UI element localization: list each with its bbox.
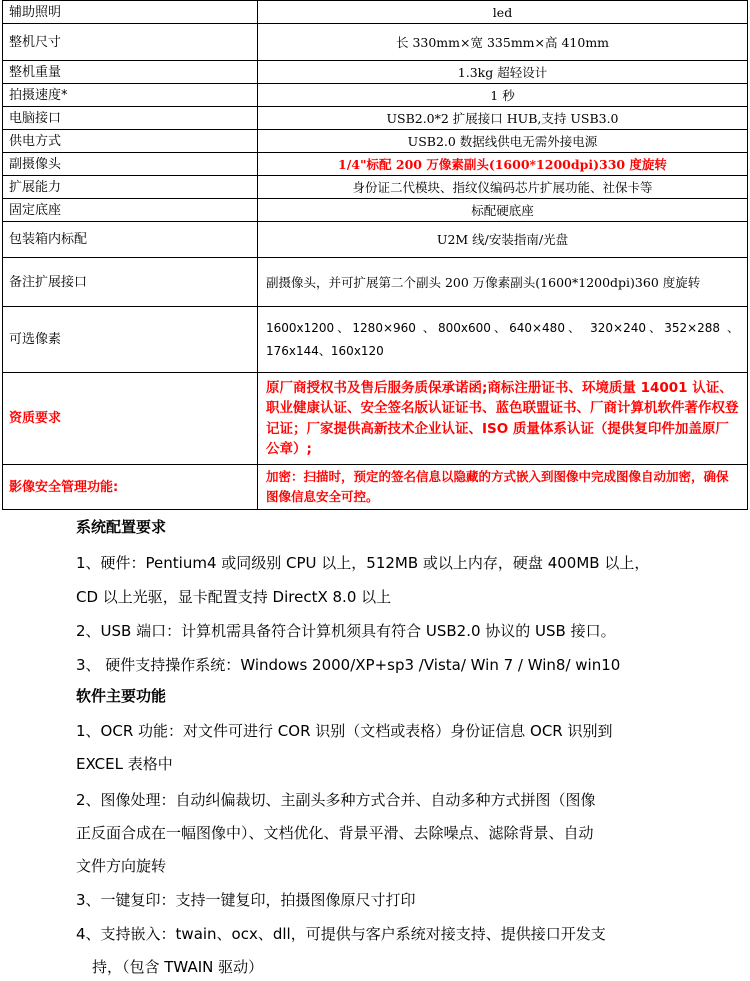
- spec-value-highlight: 1/4"标配 200 万像素副头(1600*1200dpi)330 度旋转: [258, 153, 748, 176]
- spec-label: 固定底座: [3, 199, 258, 222]
- system-config-item: 2、USB 端口：计算机需具备符合计算机须具有符合 USB2.0 协议的 USB 接口。: [76, 622, 616, 640]
- spec-label-highlight: 影像安全管理功能:: [3, 465, 258, 510]
- spec-value: 1 秒: [258, 84, 748, 107]
- software-function-item: 4、支持嵌入：twain、ocx、dll，可提供与客户系统对接支持、提供接口开发支: [76, 925, 606, 943]
- software-function-item: 3、一键复印：支持一键复印，拍摄图像原尺寸打印: [76, 891, 416, 909]
- spec-value: 长 330mm×宽 335mm×高 410mm: [258, 24, 748, 61]
- spec-label-highlight: 资质要求: [3, 373, 258, 465]
- spec-table: [2, 0, 748, 510]
- spec-value: USB2.0*2 扩展接口 HUB,支持 USB3.0: [258, 107, 748, 130]
- spec-value-highlight: 原厂商授权书及售后服务质保承诺函;商标注册证书、环境质量 14001 认证、职业健康认证、安全签名版认证证书、蓝色联盟证书、厂商计算机软件著作权登记证；厂家提供高新技术企业认证、ISO 质量体系认证（提供复印件加盖原厂公章）;: [258, 373, 748, 465]
- spec-value: 副摄像头，并可扩展第二个副头 200 万像素副头(1600*1200dpi)360 度旋转: [258, 258, 748, 307]
- software-function-item: 1、OCR 功能：对文件可进行 COR 识别（文档或表格）身份证信息 OCR 识别到: [76, 722, 613, 740]
- software-function-item: EXCEL 表格中: [76, 755, 173, 773]
- spec-row: [3, 258, 748, 307]
- software-functions-heading: 软件主要功能: [76, 687, 167, 705]
- spec-row: [3, 373, 748, 465]
- software-function-item: 持，（包含 TWAIN 驱动）: [92, 958, 264, 976]
- spec-label: 扩展能力: [3, 176, 258, 199]
- spec-row: [3, 222, 748, 258]
- spec-label: 副摄像头: [3, 153, 258, 176]
- spec-value: 1.3kg 超轻设计: [258, 61, 748, 84]
- spec-row: [3, 24, 748, 61]
- spec-row: [3, 465, 748, 510]
- spec-label: 整机重量: [3, 61, 258, 84]
- spec-label: 供电方式: [3, 130, 258, 153]
- spec-label: 辅助照明: [3, 1, 258, 24]
- spec-label: 备注扩展接口: [3, 258, 258, 307]
- spec-row: [3, 84, 748, 107]
- spec-row: [3, 176, 748, 199]
- spec-value: USB2.0 数据线供电无需外接电源: [258, 130, 748, 153]
- spec-row: [3, 199, 748, 222]
- system-config-item: 3、 硬件支持操作系统：Windows 2000/XP+sp3 /Vista/ Win 7 / Win8/ win10: [76, 656, 621, 674]
- spec-value-highlight: 加密：扫描时，预定的签名信息以隐藏的方式嵌入到图像中完成图像自动加密，确保图像信息安全可控。: [258, 465, 748, 510]
- spec-label: 拍摄速度*: [3, 84, 258, 107]
- spec-value: 标配硬底座: [258, 199, 748, 222]
- spec-row: [3, 1, 748, 24]
- spec-value: 1600x1200、1280×960 、800x600、640×480、 320×240、352×288 、176x144、160x120: [258, 307, 748, 373]
- spec-label: 电脑接口: [3, 107, 258, 130]
- spec-row: [3, 130, 748, 153]
- spec-label: 整机尺寸: [3, 24, 258, 61]
- spec-value: led: [258, 1, 748, 24]
- spec-row: [3, 307, 748, 373]
- spec-value: U2M 线/安装指南/光盘: [258, 222, 748, 258]
- spec-row: [3, 107, 748, 130]
- spec-label: 包装箱内标配: [3, 222, 258, 258]
- spec-value: 身份证二代模块、指纹仪编码芯片扩展功能、社保卡等: [258, 176, 748, 199]
- spec-row: [3, 153, 748, 176]
- system-config-item: 1、硬件：Pentium4 或同级别 CPU 以上，512MB 或以上内存，硬盘 400MB 以上，: [76, 554, 650, 572]
- system-config-heading: 系统配置要求: [76, 518, 167, 536]
- software-function-item: 正反面合成在一幅图像中）、文档优化、背景平滑、去除噪点、滤除背景、自动: [76, 824, 594, 842]
- software-function-item: 文件方向旋转: [76, 857, 167, 875]
- system-config-item: CD 以上光驱，显卡配置支持 DirectX 8.0 以上: [76, 588, 392, 606]
- spec-label: 可选像素: [3, 307, 258, 373]
- software-function-item: 2、图像处理：自动纠偏裁切、主副头多种方式合并、自动多种方式拼图（图像: [76, 791, 596, 809]
- spec-row: [3, 61, 748, 84]
